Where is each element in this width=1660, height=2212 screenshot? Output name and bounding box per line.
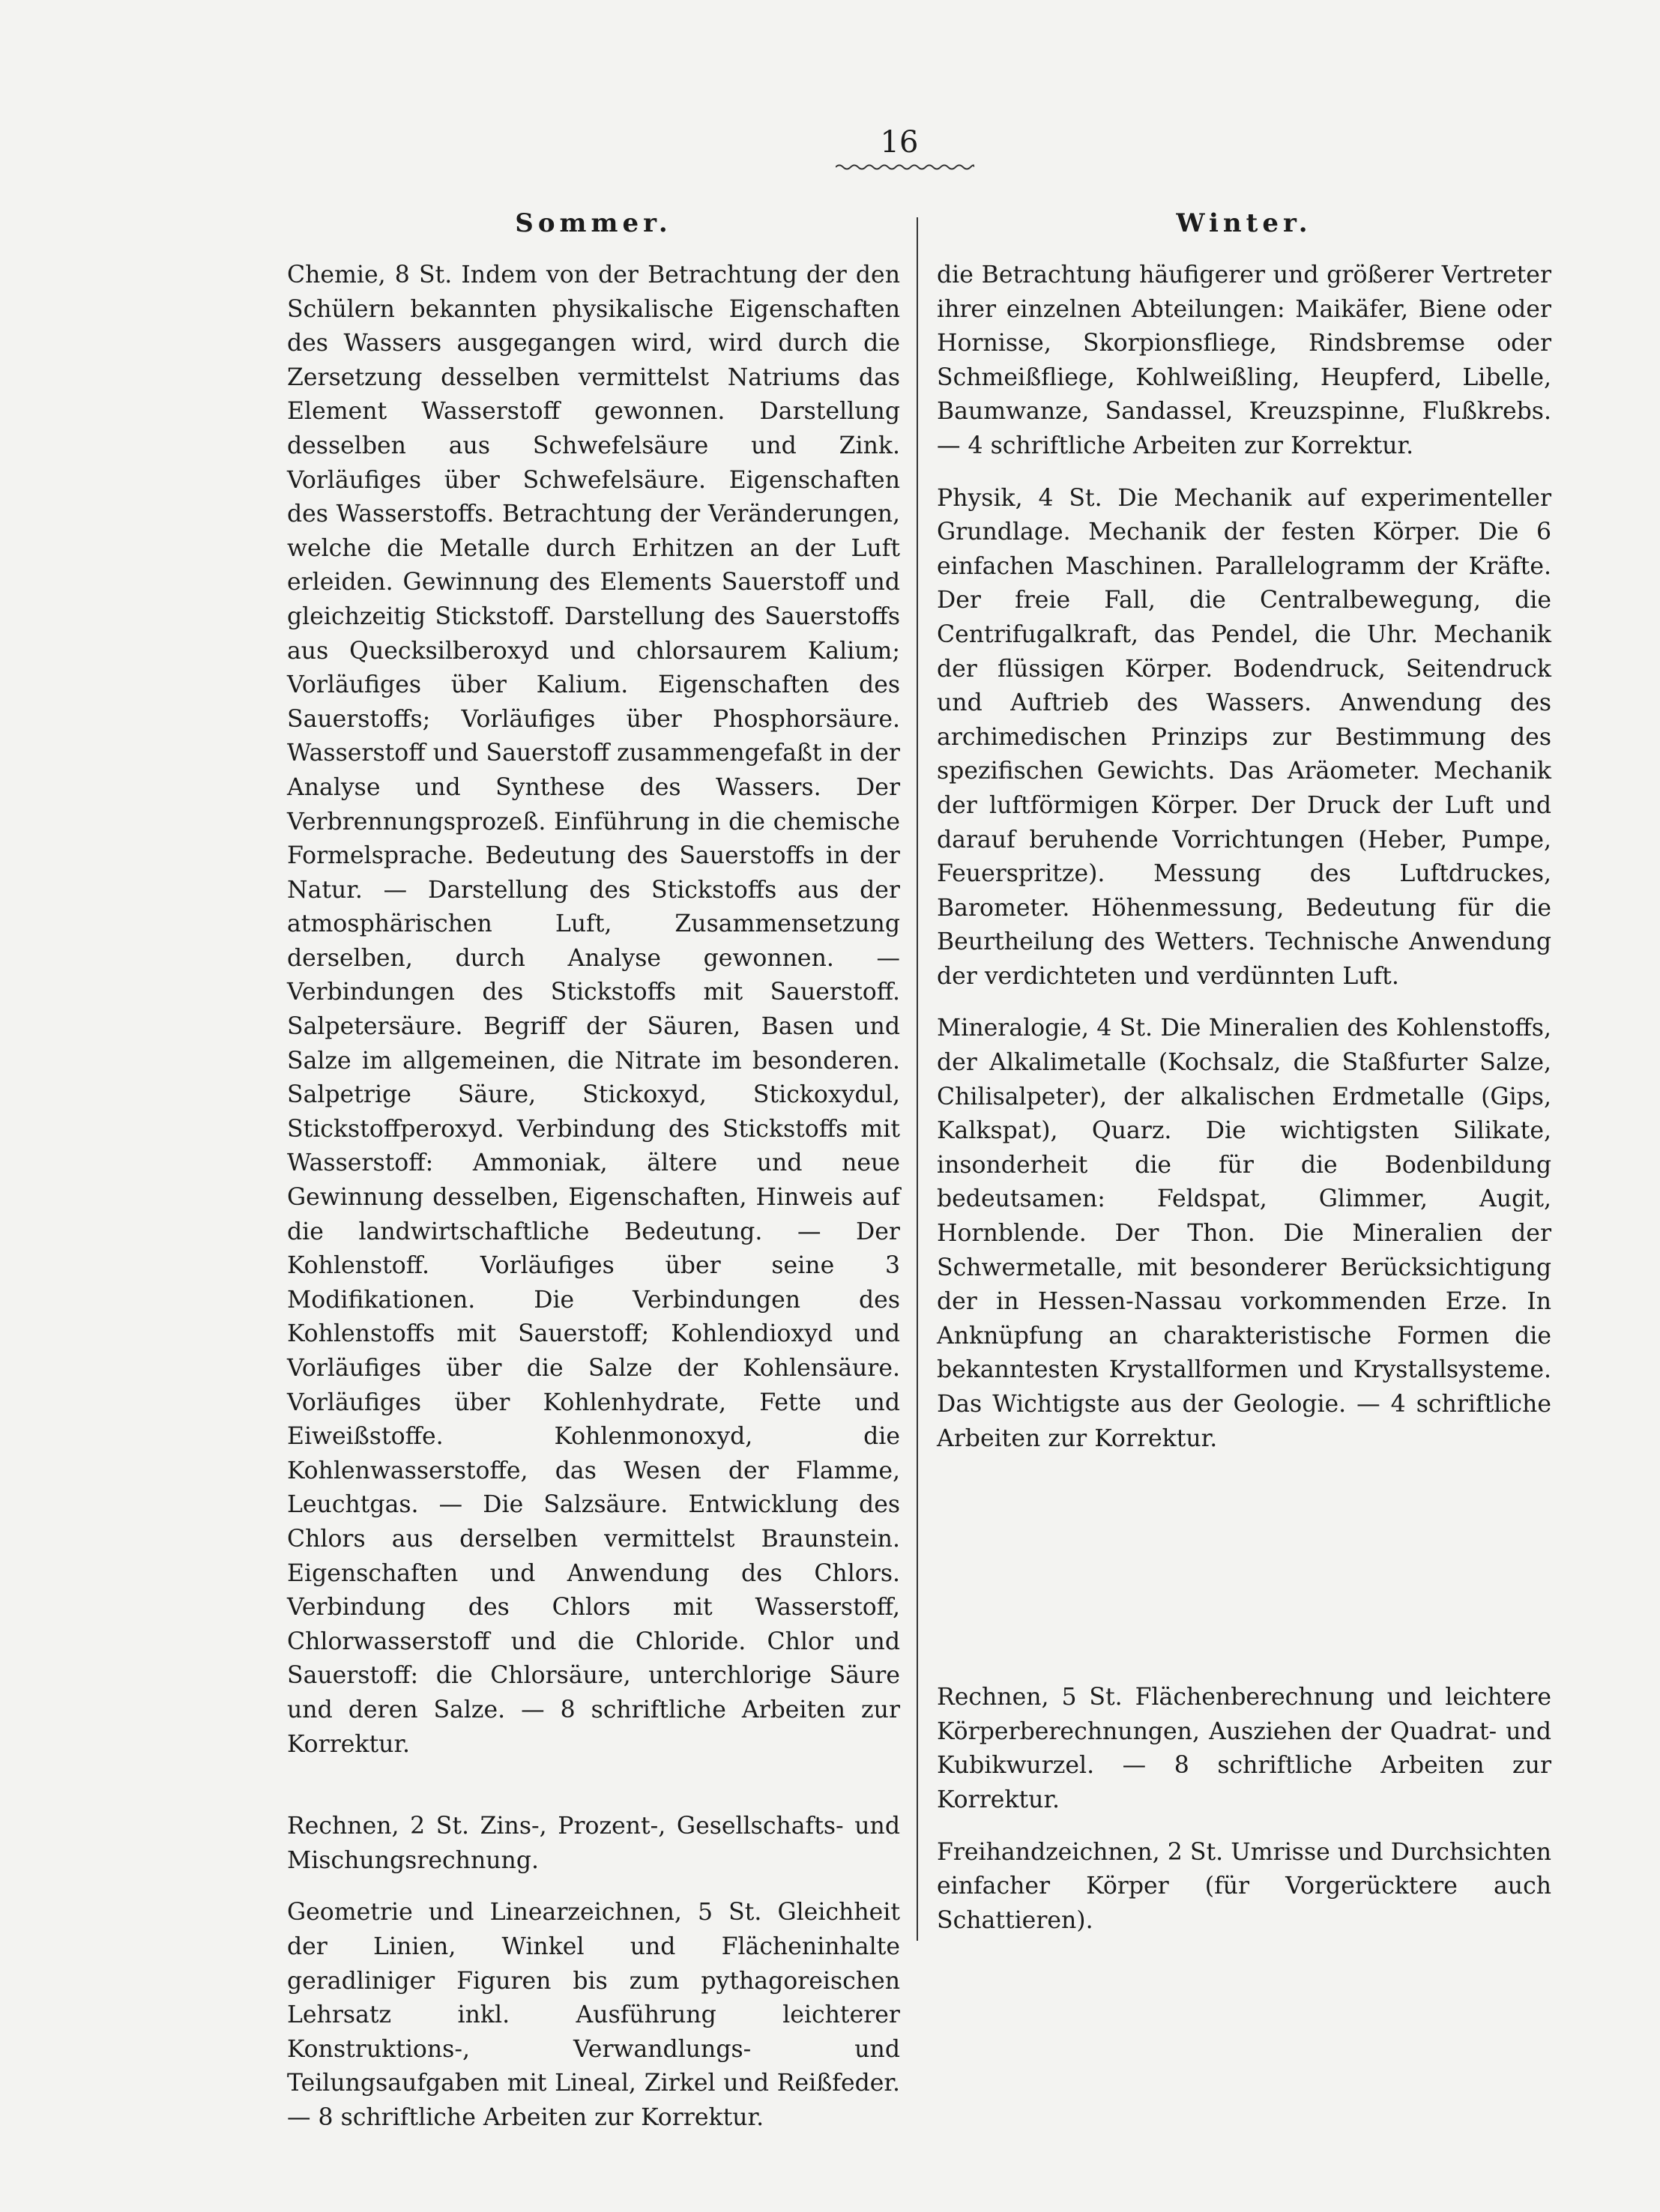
column-heading-sommer: Sommer. — [515, 208, 672, 238]
paragraph-chemie: Chemie, 8 St. Indem von der Betrachtung der den Schülern bekannten physikalische Eigenschaften des Wassers ausgegangen wird, wird durch die Zersetzung desselben vermittelst Natriums das Element Wasserstoff gewonnen. Darstellung desselben aus Schwefelsäure und Zink. Vorläufiges über Schwefelsäure. Eigenschaften des Wasserstoffs. Betrachtung der Veränderungen, welche die Metalle durch Erhitzen an der Luft erleiden. Gewinnung des Elements Sauerstoff und gleichzeitig Stickstoff. Darstellung des Sauerstoffs aus Quecksilberoxyd und chlorsaurem Kalium; Vorläufiges über Kalium. Eigenschaften des Sauerstoffs; Vorläufiges über Phosphorsäure. Wasserstoff und Sauerstoff zusammengefaßt in der Analyse und Synthese des Wassers. Der Verbrennungsprozeß. Einführung in die chemische Formelsprache. Bedeutung des Sauerstoffs in der Natur. — Darstellung des Stickstoffs aus der atmosphärischen Luft, Zusammensetzung derselben, durch Analyse gewonnen. — Verbindungen des Stickstoffs mit Sauerstoff. Salpetersäure. Begriff der Säuren, Basen und Salze im allgemeinen, die Nitrate im besonderen. Salpetrige Säure, Stickoxyd, Stickoxydul, Stickstoffperoxyd. Verbindung des Stickstoffs mit Wasserstoff: Ammoniak, ältere und neue Gewinnung desselben, Eigenschaften, Hinweis auf die landwirtschaftliche Bedeutung. — Der Kohlenstoff. Vorläufiges über seine 3 Modifikationen. Die Verbindungen des Kohlenstoffs mit Sauerstoff; Kohlendioxyd und Vorläufiges über die Salze der Kohlensäure. Vorläufiges über Kohlenhydrate, Fette und Eiweißstoffe. Kohlenmonoxyd, die Kohlenwasserstoffe, das Wesen der Flamme, Leuchtgas. — Die Salzsäure. Entwicklung des Chlors aus derselben vermittelst Braunstein. Eigenschaften und Anwendung des Chlors. Verbindung des Chlors mit Wasserstoff, Chlorwasserstoff und die Chloride. Chlor und Sauerstoff: die Chlorsäure, unterchlorige Säure und deren Salze. — 8 schriftliche Arbeiten zur Korrektur. — [287, 262, 900, 1758]
column-divider — [917, 217, 918, 1941]
paragraph-rechnen: Rechnen, 2 St. Zins-, Prozent-, Gesellschafts- und Mischungsrechnung. — [287, 1813, 900, 1874]
page-number: 16 — [880, 125, 919, 160]
column-heading-winter: Winter. — [1176, 208, 1312, 238]
paragraph-geometrie: Geometrie und Linearzeichnen, 5 St. Gleichheit der Linien, Winkel und Flächeninhalte geradliniger Figuren bis zum pythagoreischen Lehrsatz inkl. Ausführung leichterer Konstruktions-, Verwandlungs- und Teilungsaufgaben mit Lineal, Zirkel und Reißfeder. — 8 schriftliche Arbeiten zur Korrektur. — [287, 1899, 900, 2131]
paragraph-mineralogie: Mineralogie, 4 St. Die Mineralien des Kohlenstoffs, der Alkalimetalle (Kochsalz, die Staßfurter Salze, Chilisalpeter), der alkalischen Erdmetalle (Gips, Kalkspat), Quarz. Die wichtigsten Silikate, insonderheit die für die Bodenbildung bedeutsamen: Feldspat, Glimmer, Augit, Hornblende. Der Thon. Die Mineralien der Schwermetalle, mit besonderer Berücksichtigung der in Hessen-Nassau vorkommenden Erze. In Anknüpfung an charakteristische Formen die bekanntesten Krystallformen und Krystallsysteme. Das Wichtigste aus der Geologie. — 4 schriftliche Arbeiten zur Korrektur. — [937, 1015, 1551, 1452]
right-column — [937, 206, 1551, 1938]
paragraph-rechnen-winter: Rechnen, 5 St. Flächenberechnung und leichtere Körperberechnungen, Ausziehen der Quadrat- und Kubikwurzel. — 8 schriftliche Arbeiten zur Korrektur. — [937, 1684, 1551, 1813]
paragraph-freihandzeichnen: Freihandzeichnen, 2 St. Umrisse und Durchsichten einfacher Körper (für Vorgerücktere auch Schattieren). — [937, 1838, 1551, 1934]
paragraph-zoologie-continued: die Betrachtung häufigerer und größerer Vertreter ihrer einzelnen Abteilungen: Maikäfer, Biene oder Hornisse, Skorpionsfliege, Rindsbremse oder Schmeißfliege, Kohlweißling, Heupferd, Libelle, Baumwanze, Sandassel, Kreuzspinne, Flußkrebs. — 4 schriftliche Arbeiten zur Korrektur. — [937, 262, 1551, 459]
paragraph-physik: Physik, 4 St. Die Mechanik auf experimenteller Grundlage. Mechanik der festen Körper. Die 6 einfachen Maschinen. Parallelogramm der Kräfte. Der freie Fall, die Centralbewegung, die Centrifugalkraft, das Pendel, die Uhr. Mechanik der flüssigen Körper. Bodendruck, Seitendruck und Auftrieb des Wassers. Anwendung des archimedischen Prinzips zur Bestimmung des spezifischen Gewichts. Das Aräometer. Mechanik der luftförmigen Körper. Der Druck der Luft und darauf beruhende Vorrichtungen (Heber, Pumpe, Feuerspritze). Messung des Luftdruckes, Barometer. Höhenmessung, Bedeutung für die Beurtheilung des Wetters. Technische Anwendung der verdichteten und verdünnten Luft. — [937, 484, 1551, 990]
decorative-wavy-rule — [836, 162, 974, 172]
left-column — [287, 206, 900, 2135]
